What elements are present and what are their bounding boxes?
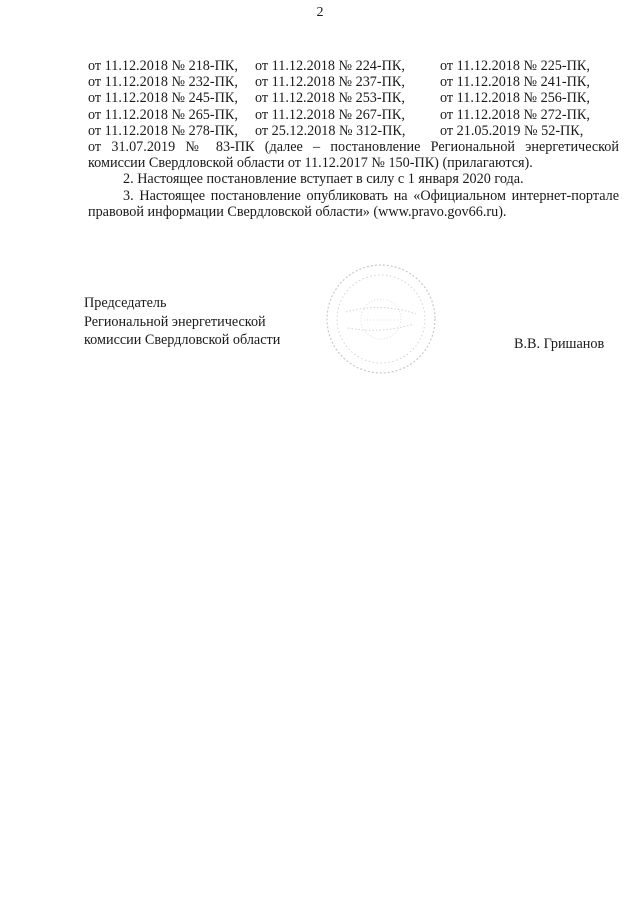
page-number: 2	[316, 5, 324, 20]
position-line: Региональной энергетической	[84, 313, 266, 330]
reference-item: от 11.12.2018 № 245-ПК,	[88, 90, 238, 107]
reference-item: от 25.12.2018 № 312-ПК,	[255, 122, 406, 139]
reference-item: от 11.12.2018 № 237-ПК,	[255, 74, 405, 91]
clause-3: 3. Настоящее постановление опубликовать на «Официальном интернет-портале правовой информации Свердловской области» (www.pravo.gov66.ru).	[88, 187, 619, 220]
position-line: Председатель	[84, 295, 167, 311]
reference-item: от 11.12.2018 № 224-ПК,	[255, 58, 405, 74]
reference-item: от 11.12.2018 № 267-ПК,	[255, 106, 405, 123]
signer-name: В.В. Гришанов	[514, 336, 605, 352]
reference-item: от 11.12.2018 № 253-ПК,	[255, 90, 405, 107]
reference-line	[88, 74, 619, 90]
clause-2: 2. Настоящее постановление вступает в силу с 1 января 2020 года.	[123, 171, 524, 188]
reference-item: от 11.12.2018 № 265-ПК,	[88, 106, 238, 123]
continuation-paragraph: от 31.07.2019 № 83-ПК (далее – постановление Региональной энергетической комиссии Свердловской области от 11.12.2017 № 150-ПК) (прилагаются).	[88, 138, 619, 172]
reference-item: от 11.12.2018 № 272-ПК,	[440, 106, 590, 123]
reference-item: от 11.12.2018 № 278-ПК,	[88, 122, 238, 139]
reference-item: от 11.12.2018 № 232-ПК,	[88, 74, 238, 91]
reference-item: от 21.05.2019 № 52-ПК,	[440, 122, 584, 139]
reference-item: от 11.12.2018 № 241-ПК,	[440, 74, 590, 91]
reference-item: от 11.12.2018 № 225-ПК,	[440, 58, 590, 74]
position-line: комиссии Свердловской области	[84, 332, 281, 348]
signature-position	[84, 294, 280, 350]
document-body	[88, 58, 619, 220]
reference-item: от 11.12.2018 № 218-ПК,	[88, 58, 238, 74]
reference-line	[88, 107, 619, 123]
reference-line	[88, 90, 619, 106]
reference-line	[88, 123, 619, 139]
reference-line	[88, 58, 619, 74]
reference-item: от 11.12.2018 № 256-ПК,	[440, 90, 590, 107]
seal-stamp-icon	[324, 262, 438, 376]
